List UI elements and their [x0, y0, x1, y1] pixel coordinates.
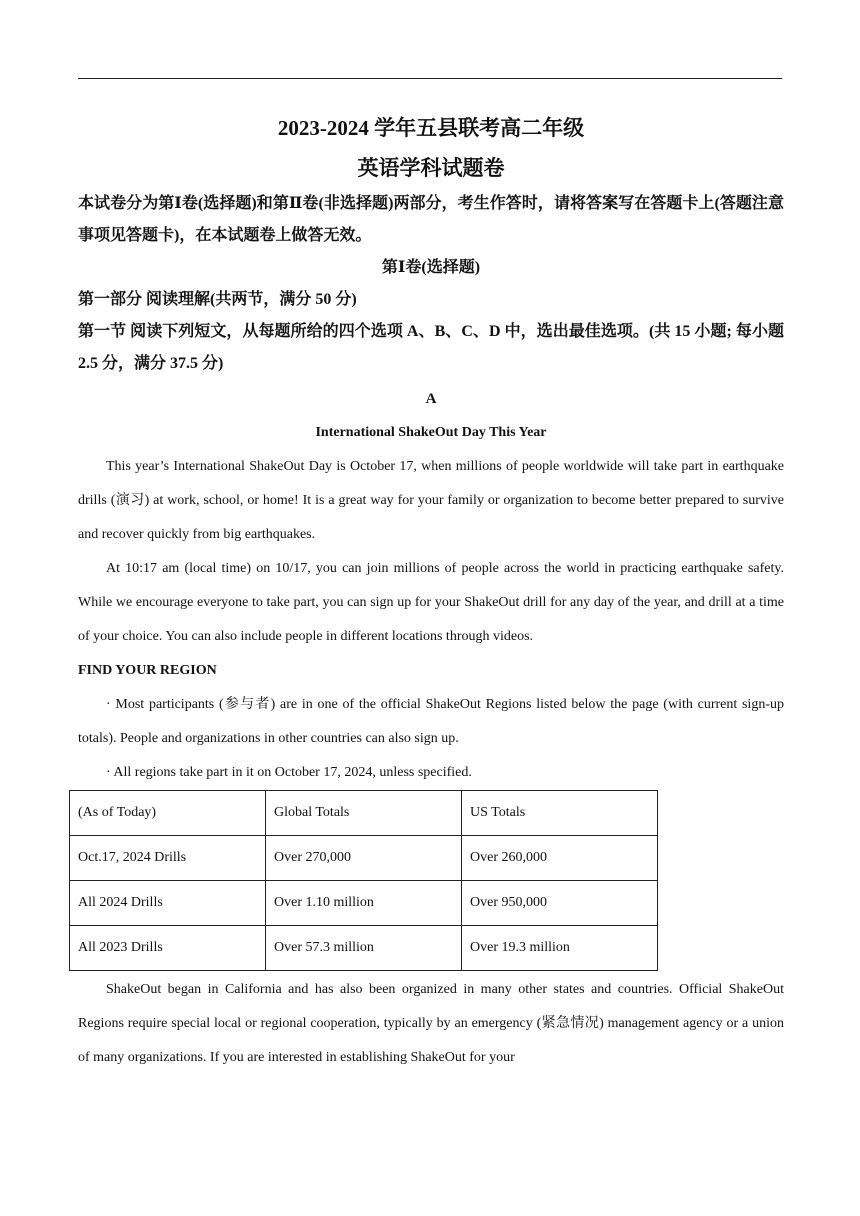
- section-title: 第一节 阅读下列短文，从每题所给的四个选项 A、B、C、D 中，选出最佳选项。(共 15 小题; 每小题 2.5 分，满分 37.5 分): [78, 323, 784, 372]
- table-cell: Oct.17, 2024 Drills: [70, 836, 266, 881]
- passage-paragraph-1: This year’s International ShakeOut Day is October 17, when millions of people worldwide will take part in earthquake drills (演习) at work, school, or home! It is a great way for your family or organization to become better prepared to survive and recover quickly from big earthquakes.: [78, 459, 784, 542]
- table-header-row: [70, 791, 658, 836]
- bullet-item-1: · Most participants (参与者) are in one of the official ShakeOut Regions listed below the page (with current sign-up totals). People and organizations in other countries can also sign up.: [78, 697, 784, 746]
- passage-paragraph-2: At 10:17 am (local time) on 10/17, you can join millions of people across the world in practicing earthquake safety. While we encourage everyone to take part, you can sign up for your ShakeOut drill for any day of the year, and drill at a time of your choice. You can also include people in different locations through videos.: [78, 561, 784, 644]
- region-heading: FIND YOUR REGION: [78, 663, 217, 678]
- table-cell: Over 950,000: [462, 881, 658, 926]
- table-row: [70, 926, 658, 971]
- table-cell: Over 270,000: [266, 836, 462, 881]
- exam-instructions: 本试卷分为第Ⅰ卷(选择题)和第Ⅱ卷(非选择题)两部分，考生作答时，请将答案写在答题卡上(答题注意事项见答题卡)，在本试题卷上做答无效。: [78, 195, 784, 244]
- table-header-cell: (As of Today): [70, 791, 266, 836]
- header-rule: [78, 78, 782, 79]
- part-title: 第一部分 阅读理解(共两节，满分 50 分): [78, 291, 357, 308]
- page-content: [78, 108, 784, 1075]
- exam-subtitle: 英语学科试题卷: [357, 156, 505, 180]
- table-cell: All 2023 Drills: [70, 926, 266, 971]
- bullet-item-2: · All regions take part in it on October 17, 2024, unless specified.: [106, 765, 472, 780]
- passage-letter: A: [425, 391, 437, 407]
- table-cell: Over 260,000: [462, 836, 658, 881]
- passage-paragraph-3: ShakeOut began in California and has also been organized in many other states and countries. Official ShakeOut Regions require special local or regional cooperation, typically by an emergency (紧急情况) management agency or a union of many organizations. If you are interested in establishing ShakeOut for your: [78, 982, 784, 1065]
- table-row: [70, 836, 658, 881]
- volume-title: 第Ⅰ卷(选择题): [381, 259, 481, 276]
- table-cell: Over 1.10 million: [266, 881, 462, 926]
- passage-title: International ShakeOut Day This Year: [315, 425, 547, 440]
- table-cell: All 2024 Drills: [70, 881, 266, 926]
- table-cell: Over 57.3 million: [266, 926, 462, 971]
- exam-title: 2023-2024 学年五县联考高二年级: [277, 116, 585, 140]
- table-header-cell: US Totals: [462, 791, 658, 836]
- table-cell: Over 19.3 million: [462, 926, 658, 971]
- table-header-cell: Global Totals: [266, 791, 462, 836]
- table-row: [70, 881, 658, 926]
- signup-totals-table: [69, 790, 658, 971]
